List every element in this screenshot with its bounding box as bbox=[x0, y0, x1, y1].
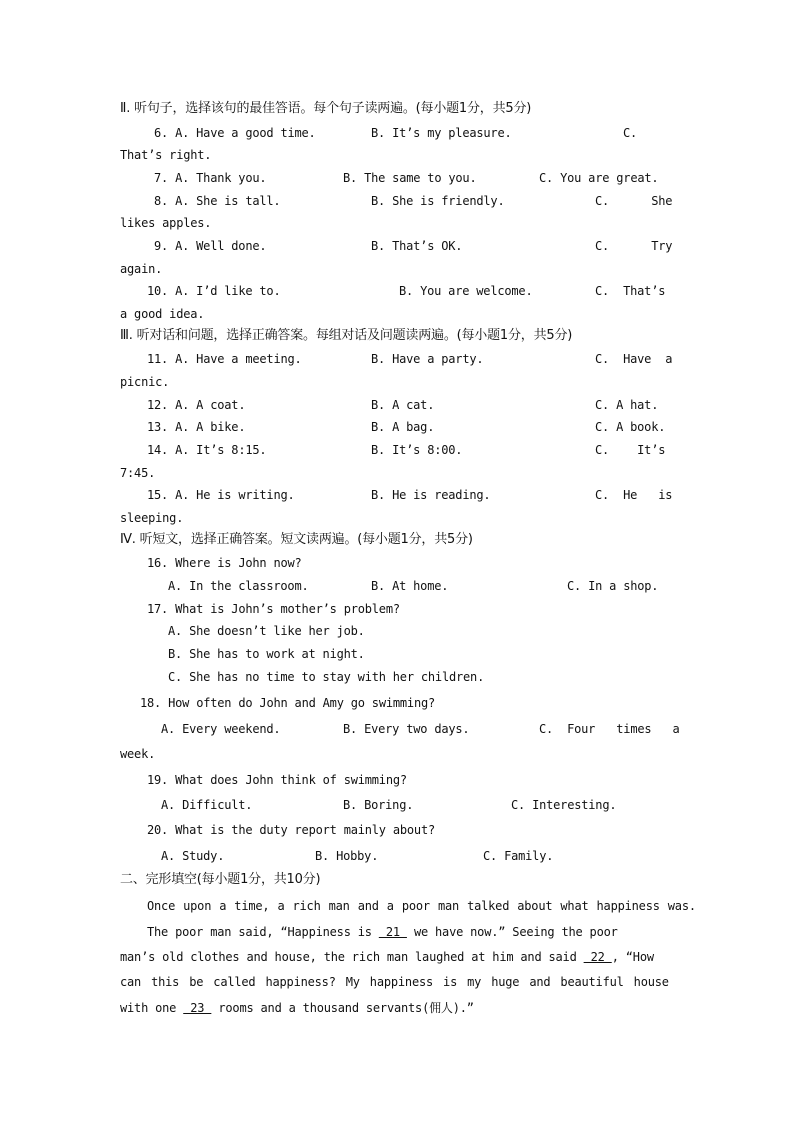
q11-option-c-cont: picnic. bbox=[120, 375, 170, 389]
q14-option-b: B. It’s 8:00. bbox=[371, 443, 463, 457]
q11-option-c: C. Have a bbox=[595, 352, 673, 366]
q16-option-a: A. In the classroom. bbox=[168, 579, 309, 593]
cloze-heading: 二、完形填空(每小题1分，共10分) bbox=[120, 872, 321, 887]
q15-option-b: B. He is reading. bbox=[371, 488, 491, 502]
q12-option-a: 12. A. A coat. bbox=[147, 398, 246, 412]
q13-option-c: C. A book. bbox=[595, 420, 666, 434]
q6-option-b: B. It’s my pleasure. bbox=[371, 126, 512, 140]
q14-option-c-cont: 7:45. bbox=[120, 466, 156, 480]
cloze-line-4: can this be called happiness? My happiness is my huge and beautiful house bbox=[120, 975, 669, 989]
q17-option-b: B. She has to work at night. bbox=[168, 647, 365, 661]
q16-option-c: C. In a shop. bbox=[567, 579, 659, 593]
cloze-line-2 bbox=[147, 924, 618, 940]
q8-option-c-cont: likes apples. bbox=[120, 216, 212, 230]
cloze-line-2-end: we have now.” Seeing the poor bbox=[406, 925, 618, 939]
q7-option-c: C. You are great. bbox=[539, 171, 659, 185]
q17-option-a: A. She doesn’t like her job. bbox=[168, 624, 365, 638]
q8-option-b: B. She is friendly. bbox=[371, 194, 505, 208]
q11-option-b: B. Have a party. bbox=[371, 352, 484, 366]
q17-question: 17. What is John’s mother’s problem? bbox=[147, 602, 400, 616]
q12-option-b: B. A cat. bbox=[371, 398, 435, 412]
cloze-line-3-end: , “How bbox=[611, 950, 654, 964]
q13-option-b: B. A bag. bbox=[371, 420, 435, 434]
q18-option-b: B. Every two days. bbox=[343, 722, 470, 736]
q20-option-c: C. Family. bbox=[483, 849, 554, 863]
q19-question: 19. What does John think of swimming? bbox=[147, 773, 407, 787]
q20-option-a: A. Study. bbox=[161, 849, 225, 863]
q14-option-c: C. It’s bbox=[595, 443, 666, 457]
q10-option-c-cont: a good idea. bbox=[120, 307, 205, 321]
q6-option-c-cont: That’s right. bbox=[120, 148, 212, 162]
q9-option-c-cont: again. bbox=[120, 262, 163, 276]
q19-option-c: C. Interesting. bbox=[511, 798, 617, 812]
q15-option-c: C. He is bbox=[595, 488, 673, 502]
cloze-line-5-start: with one bbox=[120, 1001, 184, 1015]
section-3-heading: Ⅲ. 听对话和问题，选择正确答案。每组对话及问题读两遍。(每小题1分，共5分) bbox=[120, 328, 573, 343]
q16-option-b: B. At home. bbox=[371, 579, 449, 593]
q7-option-a: 7. A. Thank you. bbox=[154, 171, 267, 185]
q11-option-a: 11. A. Have a meeting. bbox=[147, 352, 302, 366]
blank-21: 21 bbox=[378, 925, 407, 939]
q13-option-a: 13. A. A bike. bbox=[147, 420, 246, 434]
q14-option-a: 14. A. It’s 8:15. bbox=[147, 443, 267, 457]
q8-option-a: 8. A. She is tall. bbox=[154, 194, 281, 208]
q16-question: 16. Where is John now? bbox=[147, 556, 302, 570]
q8-option-c: C. She bbox=[595, 194, 673, 208]
q9-option-a: 9. A. Well done. bbox=[154, 239, 267, 253]
q18-option-a: A. Every weekend. bbox=[161, 722, 281, 736]
q20-question: 20. What is the duty report mainly about? bbox=[147, 823, 436, 837]
section-2-heading: Ⅱ. 听句子，选择该句的最佳答语。每个句子读两遍。(每小题1分，共5分) bbox=[120, 101, 532, 116]
q12-option-c: C. A hat. bbox=[595, 398, 659, 412]
q19-option-b: B. Boring. bbox=[343, 798, 414, 812]
section-4-heading: Ⅳ. 听短文，选择正确答案。短文读两遍。(每小题1分，共5分) bbox=[120, 532, 473, 547]
blank-23: 23 bbox=[183, 1001, 212, 1015]
blank-22: 22 bbox=[583, 950, 612, 964]
cloze-line-3 bbox=[120, 949, 654, 965]
cloze-line-5-end: rooms and a thousand servants(佣人).” bbox=[211, 1001, 474, 1015]
q15-option-c-cont: sleeping. bbox=[120, 511, 184, 525]
q18-option-c-cont: week. bbox=[120, 747, 156, 761]
q9-option-c: C. Try bbox=[595, 239, 673, 253]
q17-option-c: C. She has no time to stay with her children. bbox=[168, 670, 485, 684]
q18-question: 18. How often do John and Amy go swimming? bbox=[140, 696, 436, 710]
q18-option-c: C. Four times a bbox=[539, 722, 680, 736]
cloze-line-1: Once upon a time, a rich man and a poor man talked about what happiness was. bbox=[147, 899, 696, 913]
q10-option-c: C. That’s bbox=[595, 284, 666, 298]
q10-option-b: B. You are welcome. bbox=[399, 284, 533, 298]
cloze-line-2-start: The poor man said, “Happiness is bbox=[147, 925, 379, 939]
q7-option-b: B. The same to you. bbox=[343, 171, 477, 185]
q20-option-b: B. Hobby. bbox=[315, 849, 379, 863]
cloze-line-5 bbox=[120, 1000, 474, 1016]
q15-option-a: 15. A. He is writing. bbox=[147, 488, 295, 502]
q6-option-c: C. bbox=[623, 126, 638, 140]
q10-option-a: 10. A. I’d like to. bbox=[147, 284, 281, 298]
q19-option-a: A. Difficult. bbox=[161, 798, 253, 812]
q9-option-b: B. That’s OK. bbox=[371, 239, 463, 253]
q6-option-a: 6. A. Have a good time. bbox=[154, 126, 316, 140]
cloze-line-3-start: man’s old clothes and house, the rich man laughed at him and said bbox=[120, 950, 584, 964]
